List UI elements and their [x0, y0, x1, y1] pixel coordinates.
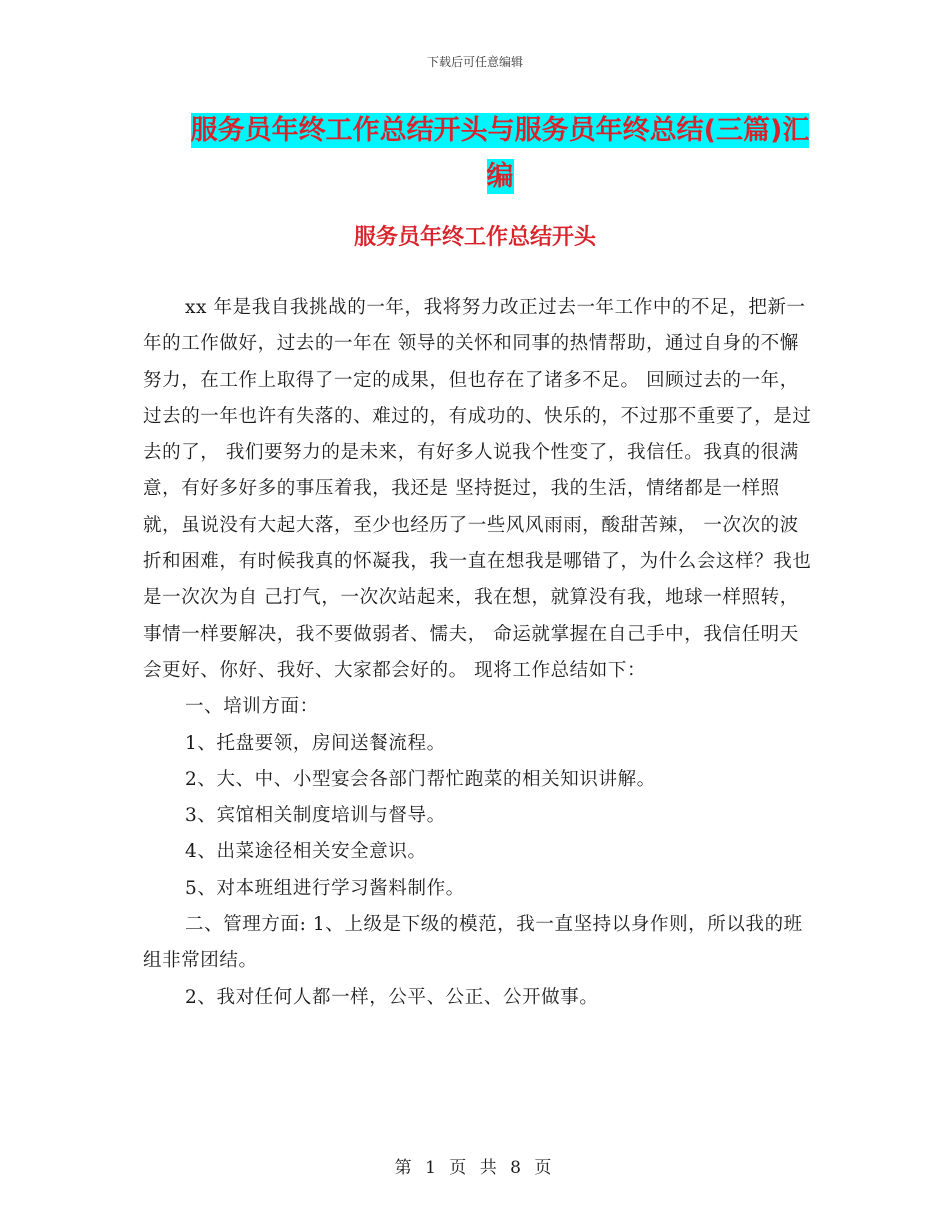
- document-body: [143, 290, 813, 1016]
- document-title-text: 服务员年终工作总结开头与服务员年终总结(三篇)汇编: [190, 115, 810, 192]
- training-item: 1、托盘要领，房间送餐流程。: [185, 732, 446, 754]
- training-item: 4、出菜途径相关安全意识。: [185, 841, 427, 863]
- header-note: 下载后可任意编辑: [426, 55, 523, 69]
- section-title: 服务员年终工作总结开头: [353, 225, 596, 250]
- training-heading: 一、培训方面：: [185, 696, 319, 718]
- training-item: 3、宾馆相关制度培训与督导。: [185, 805, 446, 827]
- training-item: 2、大、中、小型宴会各部门帮忙跑菜的相关知识讲解。: [185, 768, 656, 790]
- management-paragraph: 二、管理方面: 1、上级是下级的模范，我一直坚持以身作则，所以我的班组非常团结。: [143, 914, 803, 972]
- page-footer: 第 1 页 共 8 页: [394, 1158, 556, 1178]
- training-item: 5、对本班组进行学习酱料制作。: [185, 877, 465, 899]
- intro-paragraph: xx 年是我自我挑战的一年，我将努力改正过去一年工作中的不足，把新一年的工作做好，过去的一年在 领导的关怀和同事的热情帮助，通过自身的不懈努力，在工作上取得了一定的成果，但也存在了诸多不足。 回顾过去的一年，过去的一年也许有失落的、难过的，有成功的、快乐的，不过那不重要了，是过去的了， 我们要努力的是未来，有好多人说我个性变了，我信任。我真的很满意，有好多好多的事压着我，我还是 坚持挺过，我的生活，情绪都是一样照就，虽说没有大起大落，至少也经历了一些风风雨雨，酸甜苦辣， 一次次的波折和困难，有时候我真的怀凝我，我一直在想我是哪错了，为什么会这样？我也是一次次为自 己打气，一次次站起来，我在想，就算没有我，地球一样照转，事情一样要解决，我不要做弱者、懦夫， 命运就掌握在自己手中，我信任明天会更好、你好、我好、大家都会好的。 现将工作总结如下：: [143, 297, 812, 681]
- management-item: 2、我对任何人都一样，公平、公正、公开做事。: [185, 986, 599, 1008]
- document-title: [190, 108, 810, 200]
